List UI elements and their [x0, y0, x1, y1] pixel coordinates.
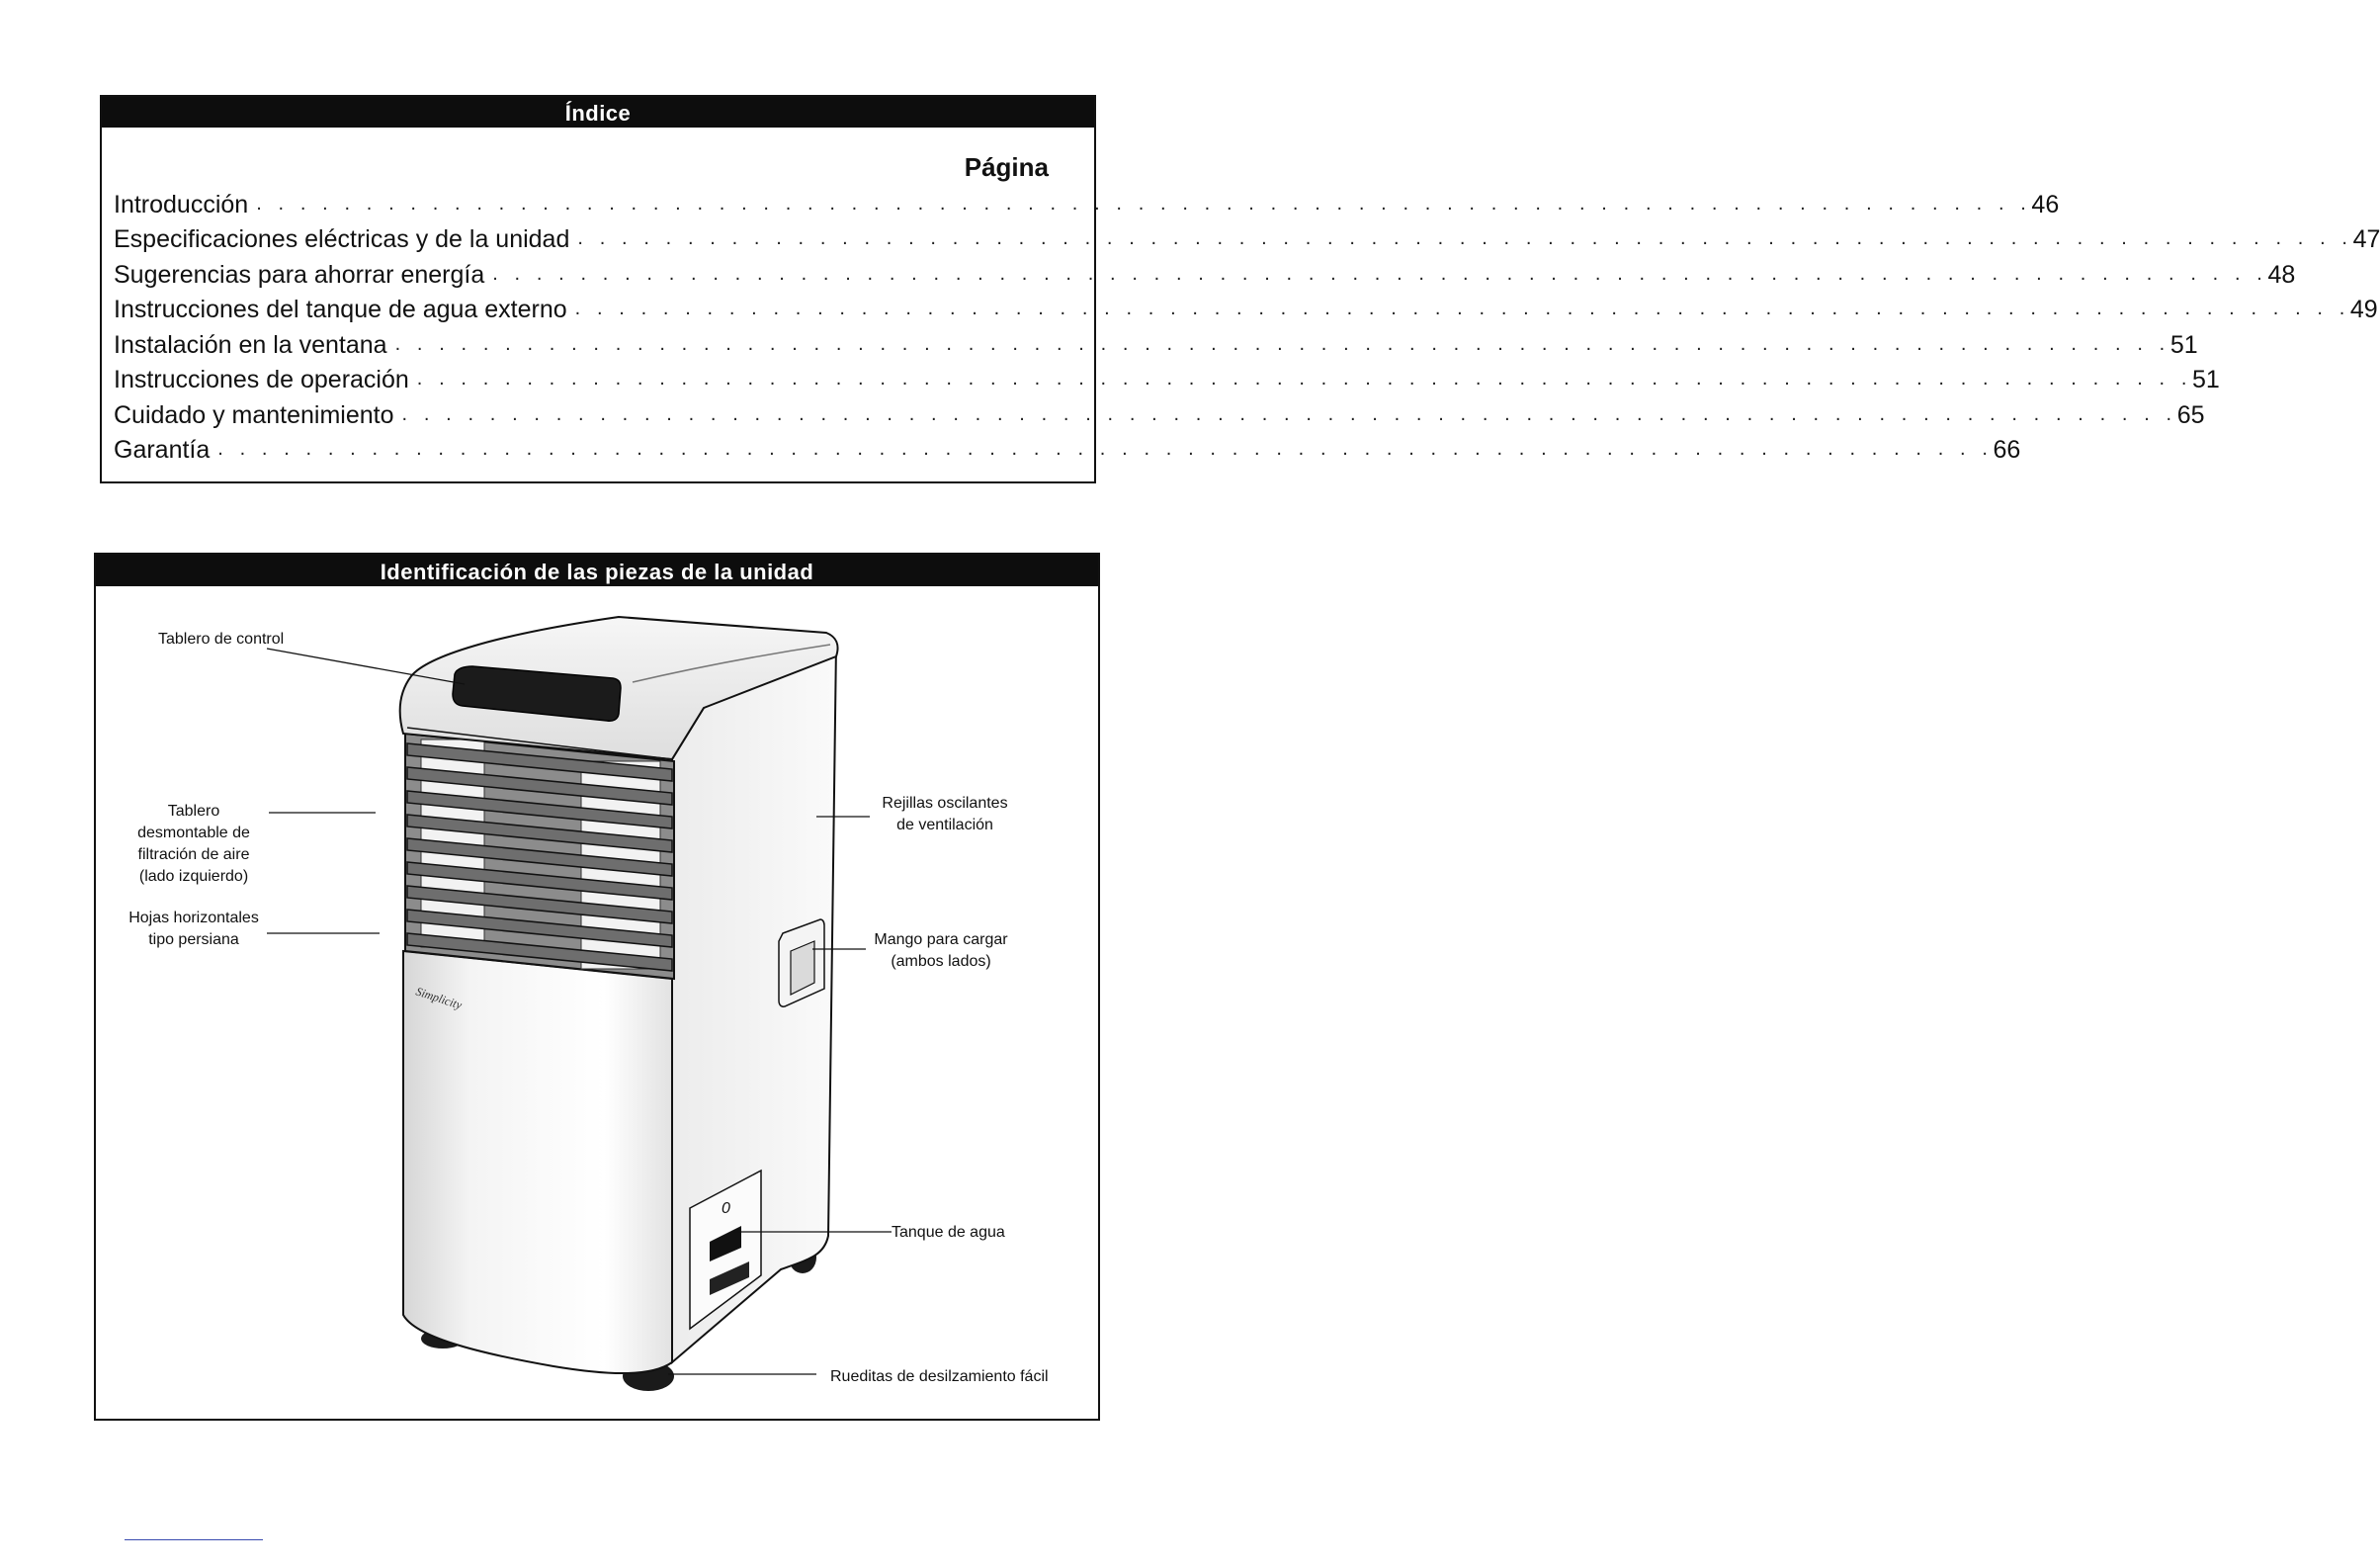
- label-control-panel: [158, 629, 284, 651]
- label-louvers: [115, 908, 273, 951]
- label-line: Rejillas oscilantes: [882, 795, 1008, 812]
- toc-entry-page: 46: [2031, 190, 2060, 218]
- toc-entry-label: Instalación en la ventana: [114, 330, 387, 359]
- brand-logo: Simplicity: [414, 984, 465, 1012]
- parts-title: Identificación de las piezas de la unidad: [96, 555, 1098, 586]
- label-line: Mango para cargar: [874, 931, 1008, 948]
- label-handle: [858, 929, 1024, 973]
- toc-entry-page: 49: [2349, 296, 2378, 323]
- toc-entry-label: Instrucciones del tanque de agua externo: [114, 296, 567, 323]
- label-wheels-text: Rueditas de desilzamiento fácil: [830, 1368, 1049, 1385]
- label-line: de ventilación: [896, 817, 993, 833]
- label-line: tipo persiana: [148, 931, 239, 948]
- front-body: [403, 951, 672, 1373]
- toc-leader: . . . . . . . . . . . . . . . . . . . . . . . . . . . . . . . . . . . . . . . . . . . . . . . . . . . . . . . . . . . . . . . . . . . . . . . . . . . . . . . . .: [394, 332, 2170, 355]
- toc-leader: . . . . . . . . . . . . . . . . . . . . . . . . . . . . . . . . . . . . . . . . . . . . . . . . . . . . . . . . . . . . . . . . . . . . . . . . . . . . . . . . .: [401, 402, 2177, 425]
- water-tank-knob: 0: [722, 1200, 730, 1217]
- toc-entry-page: 65: [2176, 400, 2205, 429]
- toc-entry-page: 51: [2192, 366, 2220, 393]
- toc-entry-page: 51: [2169, 330, 2198, 359]
- toc-leader: . . . . . . . . . . . . . . . . . . . . . . . . . . . . . . . . . . . . . . . . . . . . . . . . . . . . . . . . . . . . . . . . . . . . . . . . . . . . . . . . .: [256, 192, 2032, 215]
- toc-entry-label: Sugerencias para ahorrar energía: [114, 260, 485, 289]
- toc-leader: . . . . . . . . . . . . . . . . . . . . . . . . . . . . . . . . . . . . . . . . . . . . . . . . . . . . . . . . . . . . . . . . . . . . . . . . . . . . . . . . .: [217, 438, 1994, 460]
- label-water-tank-text: Tanque de agua: [892, 1224, 1005, 1241]
- toc-entry-page: 47: [2352, 225, 2380, 253]
- footer-rule: [125, 1539, 263, 1540]
- label-line: (lado izquierdo): [138, 868, 249, 885]
- toc-leader: . . . . . . . . . . . . . . . . . . . . . . . . . . . . . . . . . . . . . . . . . . . . . . . . . . . . . . . . . . . . . . . . . . . . . . . . . . . . . . . . .: [416, 368, 2193, 390]
- label-wheels: [830, 1366, 1049, 1388]
- label-line: Hojas horizontales: [128, 910, 259, 926]
- toc-entry-page: 48: [2267, 260, 2296, 289]
- toc-entry-label: Garantía: [114, 436, 211, 464]
- toc-entry-label: Instrucciones de operación: [114, 366, 409, 393]
- label-vents: [866, 793, 1024, 836]
- label-line: desmontable de: [137, 825, 250, 841]
- toc-entry-label: Especificaciones eléctricas y de la unidad: [114, 225, 570, 253]
- toc-page-header: Página: [964, 152, 1049, 182]
- toc-title: Índice: [102, 97, 1094, 128]
- label-line: Tablero: [167, 803, 220, 820]
- toc-leader: . . . . . . . . . . . . . . . . . . . . . . . . . . . . . . . . . . . . . . . . . . . . . . . . . . . . . . . . . . . . . . . . . . . . . . . . . . . . . . . . .: [574, 298, 2350, 319]
- toc-leader: . . . . . . . . . . . . . . . . . . . . . . . . . . . . . . . . . . . . . . . . . . . . . . . . . . . . . . . . . . . . . . . . . . . . . . . . . . . . . . . . .: [577, 227, 2353, 249]
- label-control-panel-text: Tablero de control: [158, 631, 285, 648]
- toc-leader: . . . . . . . . . . . . . . . . . . . . . . . . . . . . . . . . . . . . . . . . . . . . . . . . . . . . . . . . . . . . . . . . . . . . . . . . . . . . . . . . .: [492, 262, 2268, 285]
- label-filter-panel: [125, 801, 263, 888]
- toc-entry-page: 66: [1993, 436, 2021, 464]
- label-line: (ambos lados): [891, 953, 991, 970]
- toc-entry-label: Introducción: [114, 190, 249, 218]
- toc-entry-label: Cuidado y mantenimiento: [114, 400, 394, 429]
- label-line: filtración de aire: [137, 846, 250, 863]
- label-water-tank: [892, 1222, 1005, 1244]
